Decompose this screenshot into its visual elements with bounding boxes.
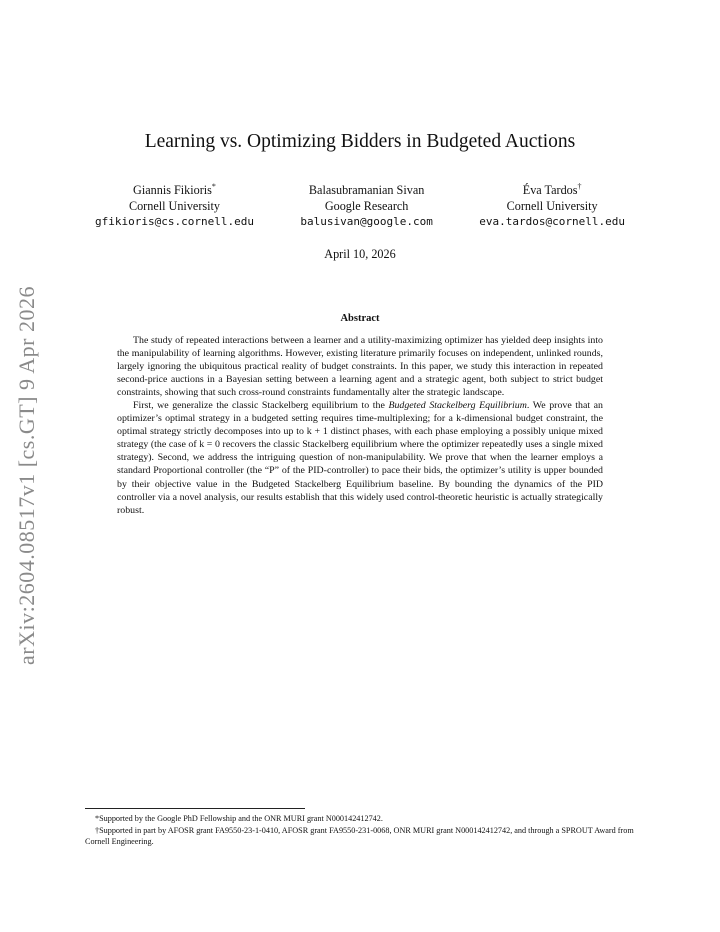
footnote-mark[interactable]: * [211,181,216,191]
abstract-text: First, we generalize the classic Stackelberg equilibrium to the [133,400,389,412]
footnote-2: †Supported in part by AFOSR grant FA9550-23-1-0410, AFOSR grant FA9550-231-0068, ONR MURI grant N000142412742, and through a SPROUT Award from Cornell Engineering. [85,825,634,846]
author-email[interactable]: gfikioris@cs.cornell.edu [95,215,254,228]
author-affiliation: Cornell University [506,199,598,213]
abstract-body [117,334,603,517]
author-2 [300,182,432,230]
abstract-paragraph-1: The study of repeated interactions between a learner and a utility-maximizing optimizer has yielded deep insights into the manipulability of learning algorithms. However, existing literature primarily focuses on independent, unlinked rounds, largely ignoring the ubiquitous practical reality of budget constraints. In this paper, we study this interaction in repeated second-price auctions in a Bayesian setting between a learning agent and a strategic agent, both subject to strict budget constraints, showing that such cross-round constraints fundamentally alter the strategic landscape. [117,335,603,399]
footnote-mark[interactable]: † [577,181,582,191]
abstract-heading: Abstract [340,313,380,324]
author-name: Éva Tardos [522,183,578,197]
emphasis-term: Budgeted Stackelberg Equilibrium [388,400,527,412]
paper-date: April 10, 2026 [324,247,396,261]
author-email[interactable]: balusivan@google.com [300,215,433,228]
author-email[interactable]: eva.tardos@cornell.edu [479,215,625,228]
arxiv-identifier-stamp[interactable]: arXiv:2604.08517v1 [cs.GT] 9 Apr 2026 [14,285,39,665]
author-3 [479,182,625,230]
author-affiliation: Cornell University [128,199,220,213]
footnote-1: *Supported by the Google PhD Fellowship and the ONR MURI grant N000142412742. [95,814,383,823]
paper-title: Learning vs. Optimizing Bidders in Budgeted Auctions [144,131,576,152]
author-block [95,182,625,230]
author-affiliation: Google Research [324,199,409,213]
footnote-rule [85,808,305,809]
author-1 [95,182,254,230]
footnotes [85,808,640,848]
abstract-paragraph-2 [117,399,603,516]
author-name: Balasubramanian Sivan [308,183,425,197]
author-name: Giannis Fikioris [133,183,212,197]
abstract-text: . We prove that an optimizer’s optimal strategy in a budgeted setting requires time-multiplexing; for a k-dimensional budget constraint, the optimal strategy strictly decomposes into up to k + 1 distinct phases, with each phase employing a possibly unique mixed strategy (the case of k = 0 recovers the classic Stackelberg equilibrium where the optimizer repeatedly uses a single mixed strategy). Second, we address the intriguing question of non-manipulability. We prove that when the learner employs a standard Proportional controller (the “P” of the PID-controller) to pace their bids, the optimizer’s utility is upper bounded by their objective value in the Budgeted Stackelberg Equilibrium baseline. By bounding the dynamics of the PID controller via a novel analysis, our results establish that this widely used control-theoretic heuristic is actually strategically robust. [117,400,603,516]
